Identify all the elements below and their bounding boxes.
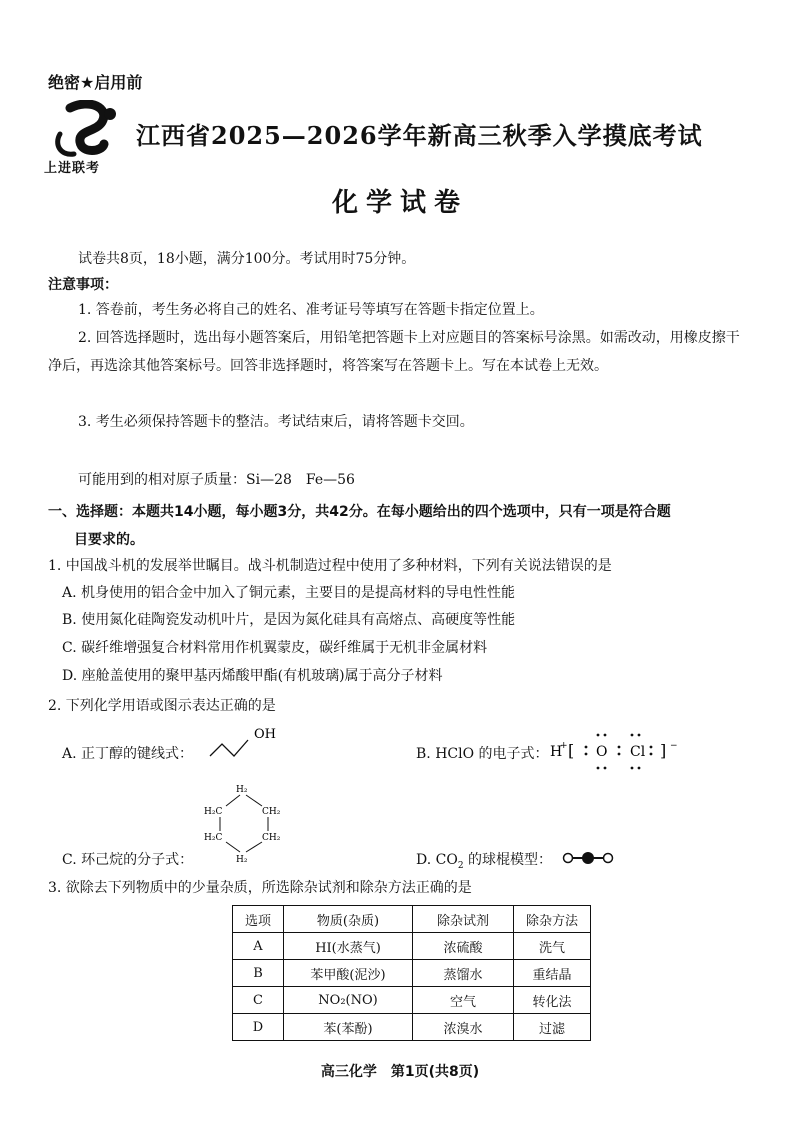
table-cell: 空气 (413, 987, 514, 1014)
q1-option-d: D. 座舱盖使用的聚甲基丙烯酸甲酯(有机玻璃)属于高分子材料 (62, 668, 443, 684)
cyclohexane-structure (200, 782, 300, 864)
page-footer: 高三化学 第1页(共8页) (320, 1064, 480, 1080)
svg-text:]: ] (660, 741, 667, 760)
table-cell: 转化法 (514, 987, 591, 1014)
oxygen-symbol: O (596, 744, 608, 760)
table-cell: 洗气 (514, 933, 591, 960)
notice-item-2: 2. 回答选择题时，选出每小题答案后，用铅笔把答题卡上对应题目的答案标号涂黑。如需改动，用橡皮擦干净后，再选涂其他答案标号。回答非选择题时，将答案写在答题卡上。写在本试卷上无效。 (48, 330, 740, 374)
chlorine-symbol: Cl (630, 744, 646, 760)
q3-options-table (232, 905, 591, 1041)
table-cell: B (233, 960, 284, 987)
svg-text:H₂C: H₂C (204, 807, 223, 817)
svg-text:+: + (560, 741, 568, 751)
svg-text:CH₂: CH₂ (262, 833, 281, 843)
paper-intro: 试卷共8页，18小题，满分100分。考试用时75分钟。 (78, 251, 416, 267)
table-cell: D (233, 1014, 284, 1041)
table-cell: 重结晶 (514, 960, 591, 987)
table-cell: 蒸馏水 (413, 960, 514, 987)
q1-option-b: B. 使用氮化硅陶瓷发动机叶片，是因为氮化硅具有高熔点、高硬度等性能 (62, 612, 516, 628)
table-header-cell: 选项 (233, 906, 284, 933)
subject-title: 化学试卷 (331, 188, 468, 218)
svg-text:CH₂: CH₂ (262, 807, 281, 817)
section-heading (48, 498, 758, 554)
notice-title: 注意事项： (48, 277, 118, 293)
table-row (233, 1014, 591, 1041)
table-cell: HI(水蒸气) (284, 933, 413, 960)
table-cell: C (233, 987, 284, 1014)
table-header-row (233, 906, 591, 933)
q2-stem: 2. 下列化学用语或图示表达正确的是 (48, 698, 276, 714)
table-header-cell: 除杂试剂 (413, 906, 514, 933)
svg-text:[: [ (568, 741, 575, 760)
section-line-2: 目要求的。 (74, 532, 144, 548)
table-cell: A (233, 933, 284, 960)
co2-ball-stick-model (560, 850, 616, 866)
svg-text:H₂C: H₂C (204, 833, 223, 843)
table-cell: 浓硫酸 (413, 933, 514, 960)
table-cell: 苯(苯酚) (284, 1014, 413, 1041)
q2-option-a: A. 正丁醇的键线式： (62, 746, 194, 762)
svg-text:H₂: H₂ (236, 785, 248, 795)
svg-text:−: − (670, 741, 678, 751)
q2-option-b: B. HClO 的电子式： (416, 746, 549, 762)
hydrogen-symbol: H (550, 744, 563, 760)
confidential-label: 绝密★启用前 (48, 73, 143, 92)
table-header-cell: 物质(杂质) (284, 906, 413, 933)
q3-stem: 3. 欲除去下列物质中的少量杂质，所选除杂试剂和除杂方法正确的是 (48, 880, 472, 896)
svg-text:H₂: H₂ (236, 855, 248, 864)
q1-option-a: A. 机身使用的铝合金中加入了铜元素，主要目的是提高材料的导电性性能 (62, 585, 516, 601)
table-row (233, 960, 591, 987)
logo-text: 上进联考 (44, 161, 101, 176)
q2-option-c: C. 环己烷的分子式： (62, 852, 194, 868)
table-cell: 浓溴水 (413, 1014, 514, 1041)
notice-item-1: 1. 答卷前，考生务必将自己的姓名、准考证号等填写在答题卡指定位置上。 (78, 302, 544, 318)
table-header-cell: 除杂方法 (514, 906, 591, 933)
notice-item-3: 3. 考生必须保持答题卡的整洁。考试结束后，请将答题卡交回。 (78, 414, 474, 430)
atomic-masses: 可能用到的相对原子质量：Si—28 Fe—56 (78, 472, 355, 488)
q1-option-c: C. 碳纤维增强复合材料常用作机翼蒙皮，碳纤维属于无机非金属材料 (62, 640, 488, 656)
butanol-skeletal-structure (206, 722, 286, 762)
table-row (233, 933, 591, 960)
exam-title: 江西省2025—2026学年新高三秋季入学摸底考试 (136, 121, 703, 150)
table-cell: NO₂(NO) (284, 987, 413, 1014)
q2-option-d: D. $CO_2$ 的球棍模型： (416, 852, 553, 871)
section-line-1: 一、选择题：本题共14小题，每小题3分，共42分。在每小题给出的四个选项中，只有一项是符合题 (48, 504, 671, 520)
hydroxyl-label: OH (254, 727, 276, 742)
table-cell: 苯甲酸(泥沙) (284, 960, 413, 987)
hclo-electron-formula (550, 730, 690, 774)
table-cell: 过滤 (514, 1014, 591, 1041)
q1-stem: 1. 中国战斗机的发展举世瞩目。战斗机制造过程中使用了多种材料，下列有关说法错误的是 (48, 558, 612, 574)
table-row (233, 987, 591, 1014)
